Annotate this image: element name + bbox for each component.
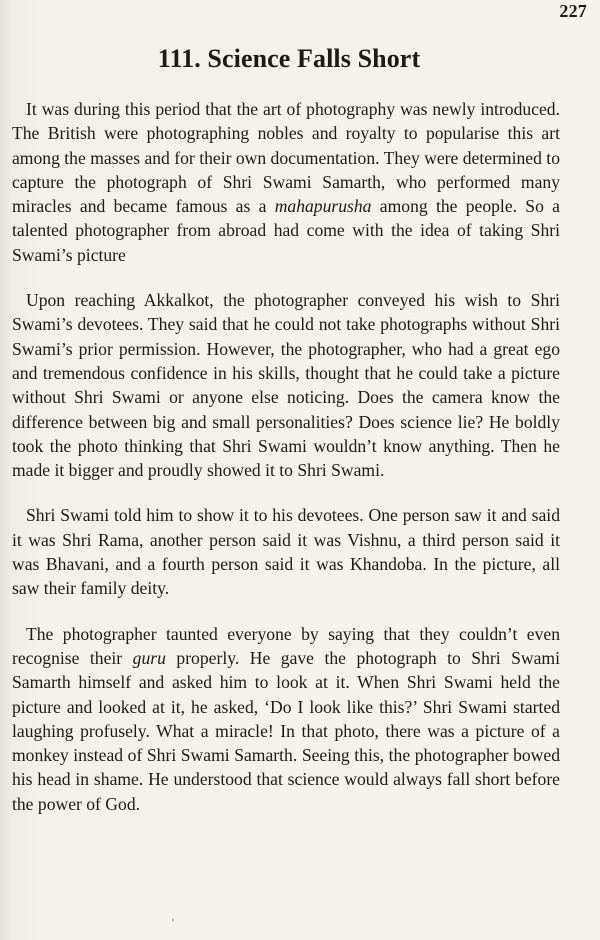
paragraph-1-text-2: among the people. So a talented photographer from abroad had come with the idea of taking Shri Swami’s picture: [12, 196, 560, 265]
paragraph-4-text-2: properly. He gave the photograph to Shri Swami Samarth himself and asked him to look at it. When Shri Swami held the picture and looked at it, he asked, ‘Do I look like this?’ Shri Swami started laughing profusely. What a miracle! In that photo, there was a picture of a monkey instead of Shri Swami Samarth. Seeing this, the photographer bowed his head in shame. He understood that science would always fall short before the power of God.: [12, 647, 560, 814]
chapter-title: 111. Science Falls Short: [157, 44, 421, 73]
paragraph-4: [12, 622, 560, 816]
paragraph-1-italic-term: mahapurusha: [274, 196, 372, 217]
paragraph-2-text: Upon reaching Akkalkot, the photographer conveyed his wish to Shri Swami’s devotees. They said that he could not take photographs without Shri Swami’s prior permission. However, the photographer, who had a great ego and tremendous confidence in his skills, thought that he could take a picture without Shri Swami or anyone else noticing. Does the camera know the difference between big and small personalities? Does science lie? He boldly took the photo thinking that Shri Swami wouldn’t know anything. Then he made it bigger and proudly showed it to Shri Swami.: [12, 290, 560, 481]
chapter-body: [12, 97, 560, 837]
paragraph-4-text-1: The photographer taunted everyone by saying that they couldn’t even recognise their: [12, 623, 560, 668]
paragraph-3-text: Shri Swami told him to show it to his devotees. One person saw it and said it was Shri Rama, another person said it was Vishnu, a third person said it was Bhavani, and a fourth person said it was Khandoba. In the picture, all saw their family deity.: [12, 505, 560, 599]
print-speck: [172, 919, 174, 921]
page-number: 227: [559, 1, 587, 21]
paragraph-1-text-1: It was during this period that the art of photography was newly introduced. The British were photographing nobles and royalty to popularise this art among the masses and for their own documentation. They were determined to capture the photograph of Shri Swami Samarth, who performed many miracles and became famous as a: [12, 99, 560, 217]
paragraph-3: [12, 503, 560, 600]
paragraph-2: [12, 288, 560, 482]
paragraph-1: [12, 97, 560, 267]
paragraph-4-italic-term: guru: [132, 647, 166, 668]
